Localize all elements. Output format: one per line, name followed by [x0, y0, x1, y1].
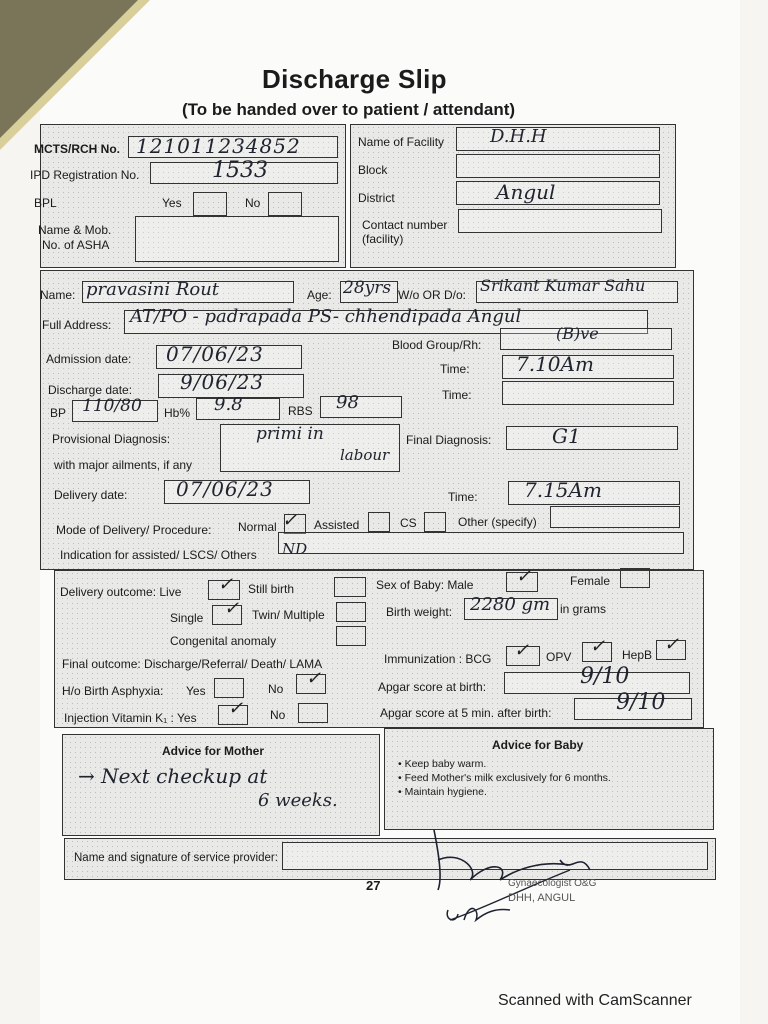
advice-baby-item: • Keep baby warm.: [398, 758, 487, 770]
name-label: Name:: [40, 288, 76, 302]
page-title: Discharge Slip: [262, 64, 447, 94]
vitamin-k-label: Injection Vitamin K₁ : Yes: [64, 711, 197, 725]
bp-label: BP: [50, 406, 67, 420]
rbs-label: RBS: [288, 404, 313, 418]
discharge-date-label: Discharge date:: [48, 383, 133, 397]
admission-date-label: Admission date:: [46, 352, 132, 366]
delivery-outcome-label: Delivery outcome: Live: [60, 585, 182, 599]
page-number: 27: [366, 878, 381, 893]
immunization-label: Immunization : BCG: [384, 652, 492, 666]
contact-label-line2: (facility): [362, 232, 404, 246]
bpl-no-label: No: [245, 196, 261, 210]
single-check-mark: ✓: [224, 598, 240, 618]
blood-group-value: (B)ve: [556, 324, 599, 343]
facility-value: D.H.H: [490, 126, 547, 147]
final-diagnosis-value: G1: [552, 424, 581, 448]
discharge-date-value: 9/06/23: [180, 370, 265, 394]
bp-value: 110/80: [82, 396, 142, 416]
advice-baby-item-text: Feed Mother's milk exclusively for 6 months.: [404, 772, 611, 784]
provisional-diagnosis-value-line1: primi in: [256, 424, 324, 444]
mcts-label: MCTS/RCH No.: [34, 142, 120, 156]
twin-checkbox[interactable]: [336, 602, 366, 622]
admission-time-value: 7.10Am: [516, 352, 594, 376]
contact-field[interactable]: [458, 209, 662, 233]
asha-label-line1: Name & Mob.: [38, 223, 112, 237]
address-label: Full Address:: [42, 318, 112, 332]
page-subtitle: (To be handed over to patient / attendant): [182, 100, 516, 119]
asphyxia-no-label: No: [268, 682, 284, 696]
vitamin-k-no-checkbox[interactable]: [298, 703, 328, 723]
apgar-birth-value: 9/10: [580, 664, 630, 689]
advice-baby-item: • Maintain hygiene.: [398, 786, 487, 798]
facility-label: Name of Facility: [358, 135, 445, 149]
asha-field[interactable]: [135, 216, 339, 262]
provisional-diagnosis-label: Provisional Diagnosis:: [52, 432, 171, 446]
stamp-line-2: DHH, ANGUL: [508, 892, 576, 904]
cs-label: CS: [400, 516, 417, 530]
delivery-time-value: 7.15Am: [524, 478, 602, 502]
discharge-time-field[interactable]: [502, 381, 674, 405]
advice-baby-title: Advice for Baby: [492, 738, 584, 752]
admission-date-value: 07/06/23: [166, 342, 264, 366]
other-label: Other (specify): [458, 515, 537, 529]
twin-label: Twin/ Multiple: [252, 608, 325, 622]
district-field[interactable]: [456, 181, 660, 205]
female-label: Female: [570, 574, 611, 588]
asphyxia-label: H/o Birth Asphyxia:: [62, 684, 164, 698]
scanner-watermark: Scanned with CamScanner: [498, 992, 692, 1009]
asphyxia-yes-label: Yes: [186, 684, 206, 698]
mcts-value: 121011234852: [136, 134, 301, 158]
advice-mother-note-line1: → Next checkup at: [78, 764, 268, 788]
asphyxia-yes-checkbox[interactable]: [214, 678, 244, 698]
district-label: District: [358, 191, 395, 205]
opv-label: OPV: [546, 650, 572, 664]
block-field[interactable]: [456, 154, 660, 178]
ipd-value: 1533: [212, 158, 268, 183]
still-birth-label: Still birth: [248, 582, 295, 596]
page-corner-shadow: [0, 0, 138, 138]
hepb-label: HepB: [622, 648, 653, 662]
blood-group-label: Blood Group/Rh:: [392, 338, 482, 352]
contact-label-line1: Contact number: [362, 218, 448, 232]
facility-field[interactable]: [456, 127, 660, 151]
other-field[interactable]: [550, 506, 680, 528]
delivery-time-label: Time:: [448, 490, 478, 504]
provisional-diagnosis-value-line2: labour: [340, 446, 390, 464]
name-value: pravasini Rout: [86, 279, 220, 300]
bpl-yes-label: Yes: [162, 196, 182, 210]
grams-label: in grams: [560, 602, 607, 616]
rbs-field[interactable]: [320, 396, 402, 418]
rbs-value: 98: [336, 392, 359, 413]
normal-label: Normal: [238, 520, 277, 534]
vitamin-k-yes-check-mark: ✓: [228, 698, 244, 718]
live-check-mark: ✓: [218, 574, 234, 594]
indication-label: Indication for assisted/ LSCS/ Others: [60, 548, 257, 562]
block-label: Block: [358, 163, 388, 177]
wo-value: Srikant Kumar Sahu: [480, 276, 646, 295]
mode-of-delivery-label: Mode of Delivery/ Procedure:: [56, 523, 212, 537]
final-diagnosis-field[interactable]: [506, 426, 678, 450]
single-label: Single: [170, 611, 204, 625]
advice-baby-item-text: Keep baby warm.: [404, 758, 487, 770]
hb-label: Hb%: [164, 406, 191, 420]
asha-label-line2: No. of ASHA: [42, 238, 110, 252]
congenital-anomaly-checkbox[interactable]: [336, 626, 366, 646]
apgar-birth-label: Apgar score at birth:: [378, 680, 487, 694]
normal-check-mark: ✓: [282, 510, 298, 530]
admission-time-label: Time:: [440, 362, 470, 376]
bpl-label: BPL: [34, 196, 57, 210]
advice-baby-item-text: Maintain hygiene.: [404, 786, 487, 798]
asphyxia-no-check-mark: ✓: [306, 668, 322, 688]
female-checkbox[interactable]: [620, 568, 650, 588]
final-diagnosis-label: Final Diagnosis:: [406, 433, 492, 447]
bpl-no-checkbox[interactable]: [268, 192, 302, 216]
hb-value: 9.8: [214, 394, 243, 415]
sex-of-baby-label: Sex of Baby: Male: [376, 578, 474, 592]
opv-check-mark: ✓: [590, 636, 606, 656]
hepb-check-mark: ✓: [664, 634, 680, 654]
advice-mother-title: Advice for Mother: [162, 744, 265, 758]
age-label: Age:: [307, 288, 332, 302]
male-check-mark: ✓: [516, 566, 532, 586]
wo-label: W/o OR D/o:: [398, 288, 467, 302]
final-outcome-label: Final outcome: Discharge/Referral/ Death/ LAMA: [62, 657, 323, 671]
age-value: 28yrs: [343, 278, 392, 298]
indication-value: ND: [282, 540, 308, 558]
address-value: AT/PO - padrapada PS- chhendipada Angul: [130, 306, 522, 327]
apgar-5min-value: 9/10: [616, 690, 666, 715]
delivery-date-label: Delivery date:: [54, 488, 128, 502]
discharge-time-label: Time:: [442, 388, 472, 402]
assisted-label: Assisted: [314, 518, 360, 532]
congenital-anomaly-label: Congenital anomaly: [170, 634, 277, 648]
bpl-yes-checkbox[interactable]: [193, 192, 227, 216]
vitamin-k-no-label: No: [270, 708, 286, 722]
advice-baby-item: • Feed Mother's milk exclusively for 6 months.: [398, 772, 611, 784]
stamp-line-1: Gynaecologist O&G: [508, 878, 597, 889]
provisional-diagnosis-sublabel: with major ailments, if any: [54, 458, 193, 472]
still-birth-checkbox[interactable]: [334, 577, 366, 597]
birth-weight-value: 2280 gm: [470, 594, 551, 615]
apgar-5min-label: Apgar score at 5 min. after birth:: [380, 706, 552, 720]
assisted-checkbox[interactable]: [368, 512, 390, 532]
delivery-date-value: 07/06/23: [176, 477, 274, 501]
district-value: Angul: [496, 180, 556, 204]
cs-checkbox[interactable]: [424, 512, 446, 532]
advice-mother-note-line2: 6 weeks.: [258, 790, 338, 811]
provider-label: Name and signature of service provider:: [74, 852, 278, 864]
bcg-check-mark: ✓: [514, 640, 530, 660]
birth-weight-label: Birth weight:: [386, 605, 453, 619]
ipd-label: IPD Registration No.: [30, 168, 140, 182]
indication-field[interactable]: [278, 532, 684, 554]
